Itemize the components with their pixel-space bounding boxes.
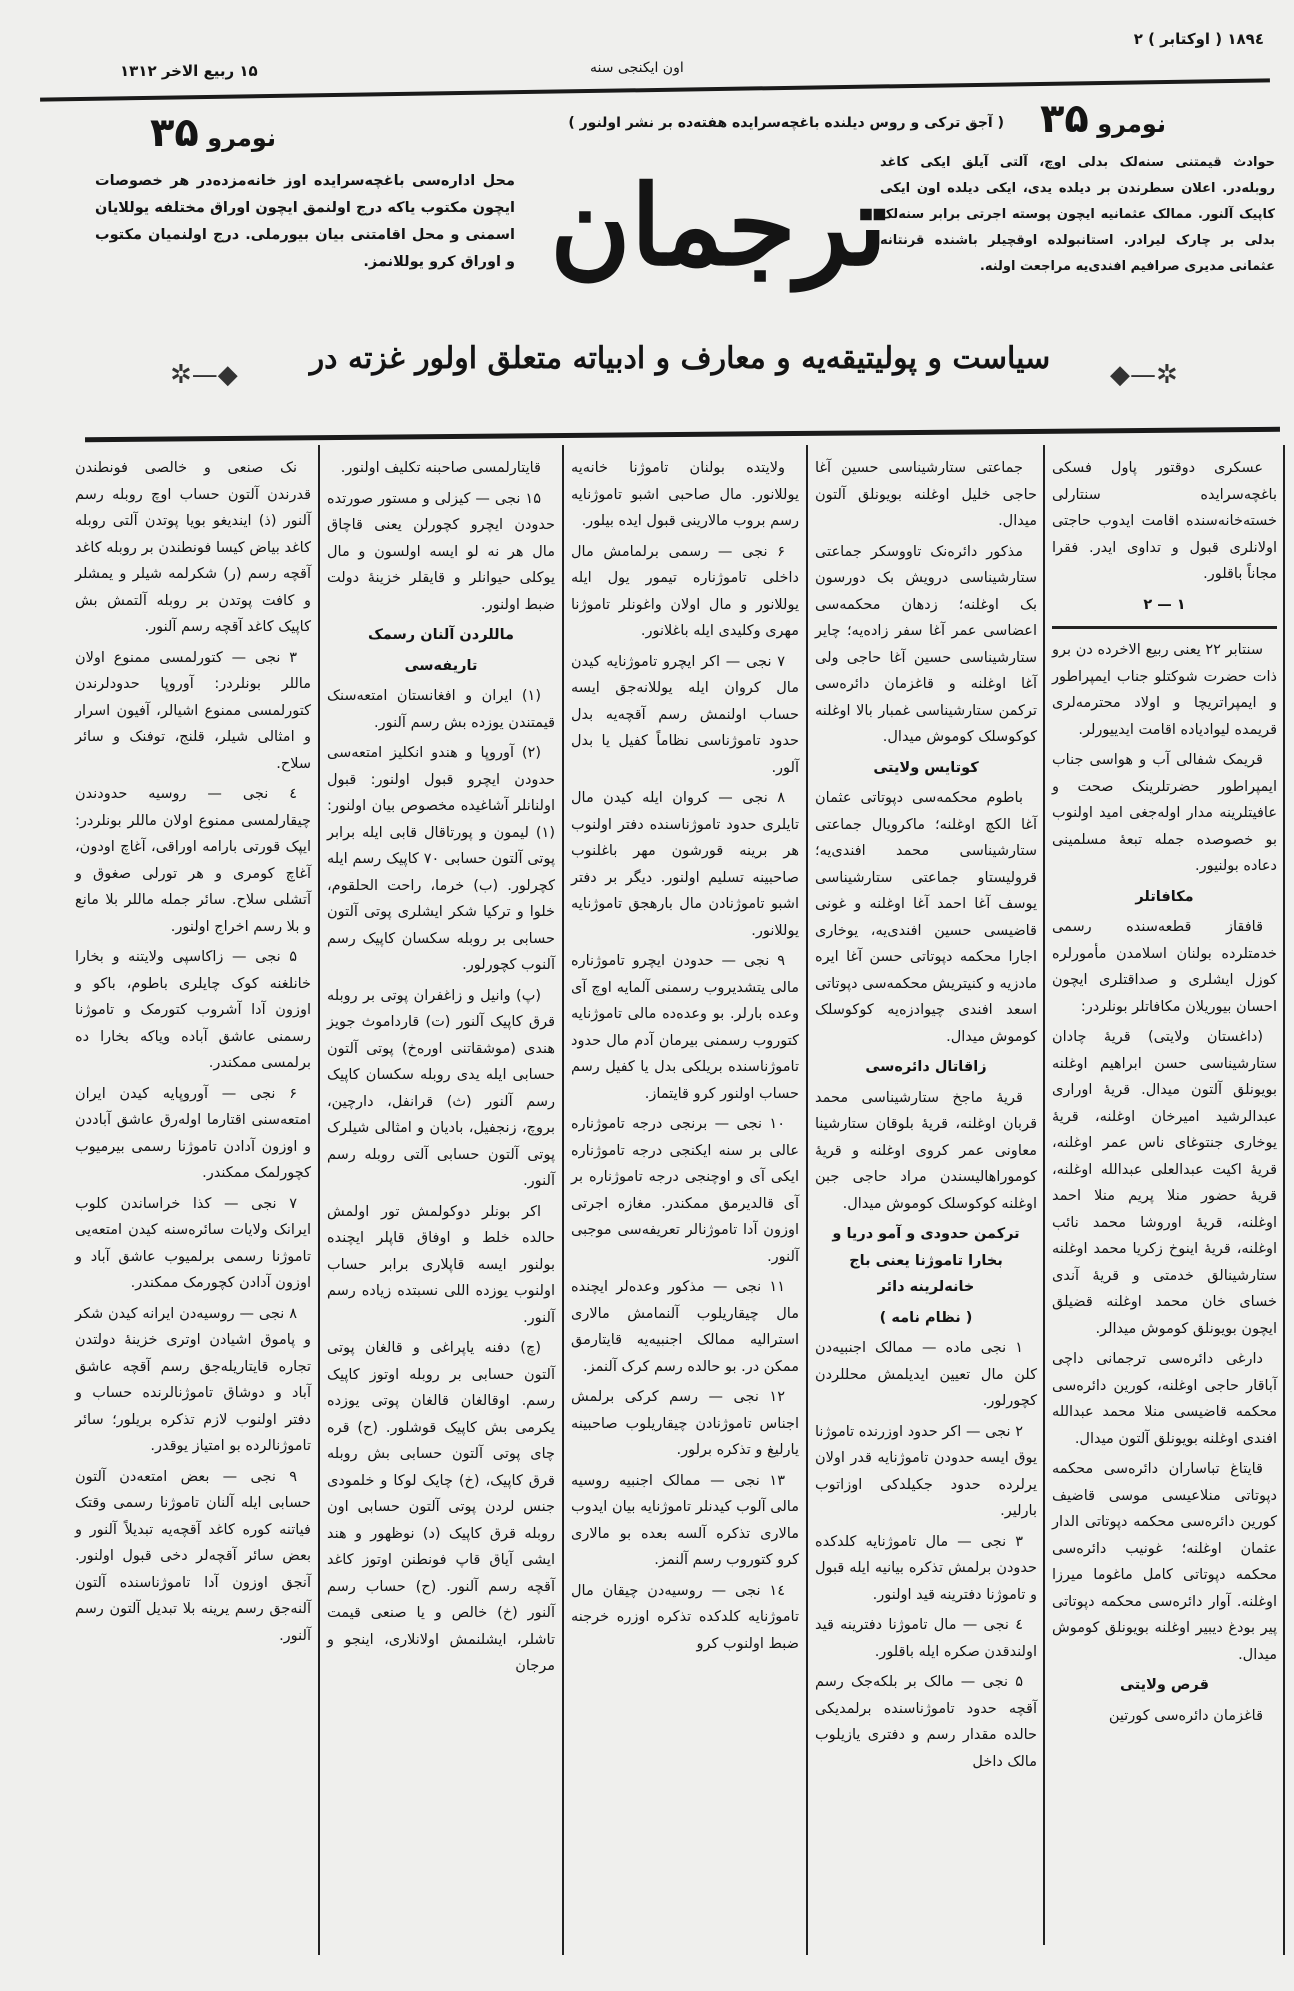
paragraph: قافقاز قطعه‌سنده رسمی خدمتلرده بولنان اسلامدن مأمورلره کوزل ایشلری و صداقتلری ایچون احسان بیوریلان مکافاتلر بونلردر: bbox=[1052, 919, 1277, 1015]
paragraph: (۲) آوروپا و هندو انکلیز امتعه‌سی حدودن ایچرو قبول اولنور: قبول اولنانلر آشاغیده مخصوص بیان اولنور: (۱) لیمون و پورتاقال قابی ایله برابر پوتی آلتون حسابی ۷۰ کاپیک رسم ایله کچرلور. (ب) خرما، راحت الحلقوم، خلوا و ترکیا شکر ایشلری پوتی آلتون حسابی بر روبله سکسان کاپیک رسم آلنوب کچورلور. bbox=[327, 745, 555, 973]
paragraph: ۱۲ نجی — رسم کرکی برلمش اجناس تاموژنادن چیقاریلوب صاحبینه یارلیغ و تذکره برلور. bbox=[571, 1389, 799, 1458]
paragraph: ۷ نجی — اکر ایچرو تاموژنایه کیدن مال کروان ایله یوللانه‌جق ایسه حساب اولنمش رسم آقچه‌یه بدل حدود تاموژناسی نظاماً کفیل یا بدل آلور. bbox=[571, 653, 799, 776]
paragraph: ۱ نجی ماده — ممالک اجنبیه‌دن کلن مال تعیین ایدیلمش محللردن کچورلور. bbox=[815, 1340, 1037, 1409]
paragraph: ولایتده بولنان تاموژنا خانه‌یه یوللانور. مال صاحبی اشبو تاموژنایه رسم بروب مالارینی قبول ایده بیلور. bbox=[571, 460, 799, 529]
paragraph: ۱ — ۲ bbox=[1143, 596, 1186, 613]
column-divider bbox=[562, 445, 564, 1955]
section-heading: تاریفه‌سی bbox=[404, 657, 478, 674]
hijri-date: ۱۵ ربیع الاخر ۱۳۱۲ bbox=[120, 62, 258, 80]
issue-label: نومرو bbox=[207, 124, 276, 152]
paragraph: سنتابر ۲۲ یعنی ربیع الاخرده دن برو ذات حضرت شوکتلو جناب ایمپراطور و ایمپراتریچا و اولاد محترمه‌لری قریمده لیوادیاده اقامت ایدییورلر. bbox=[1052, 642, 1277, 738]
column-4 bbox=[327, 455, 555, 1684]
paragraph: (۱) ایران و افغانستان امتعه‌سنک قیمتندن یوزده بش رسم آلنور. bbox=[327, 688, 555, 731]
gregorian-date: ۱۸۹٤ ( اوکتابر ) ۲ bbox=[1133, 30, 1264, 48]
paragraph: ۱۵ نجی — کیزلی و مستور صورتده حدودن ایچرو کچورلن یعنی قاچاق مال هر نه لو ایسه اولسون و مال یوکلی حیوانلر و قایقلر خزینهٔ دولت ضبط اولنور. bbox=[327, 490, 555, 613]
tagline: ( آجق ترکی و روس دیلنده باغچه‌سرایده هفته‌ده بر نشر اولنور ) bbox=[568, 115, 1004, 131]
paragraph: قریمک شفالی آب و هواسی جناب ایمپراطور حضرتلرینک صحت و عافیتلرینه مدار اوله‌جغی امید اولنوب بو خصوصده جمله تبعهٔ مسلمینی دعاده بولنیور. bbox=[1052, 752, 1277, 874]
subscription-notice: حوادث قیمتنی سنه‌لک بدلی اوچ، آلتی آیلق ایکی کاغد روبله‌در. اعلان سطرندن بر دیلده یدی، ایکی دیلده اون ایکی کاپیک آلنور. ممالک عثمانیه ایچون پوسته اجرتی برابر سنه‌لک بدلی بر چارک لیرادر. استانبولده اوقچیلر باشنده قرنتانه عثمانی مدیری صرافیم افندی‌یه مراجعت اولنه. bbox=[880, 155, 1275, 274]
paragraph: باطوم محکمه‌سی دپوتاتی عثمان آغا الکچ اوغلنه؛ ماکرویال جماعتی ستارشیناسی محمد افندی‌یه؛ قرولیستاو جماعتی ستارشیناسی یوسف آغا احمد آغا اوغلنه و غونی قاضیسی حسین افندی‌یه، یوخاری اجارا محکمه دپوتاتی حسن آغا ایره مادزیه و کنیتریش محکمه‌سی دپوتاتی اسعد افندی چیوادزه‌یه کوکوسلک کوموش میدال. bbox=[815, 790, 1037, 1045]
paragraph: ٤ نجی — مال تاموژنا دفترینه قید اولندقدن صکره ایله باقلور. bbox=[815, 1617, 1037, 1660]
paragraph: عسکری دوقتور پاول فسکی باغچه‌سرایده سنتارلی خسته‌خانه‌سنده اقامت ایدوب حاجتی اولانلری قبول و تداوی ایدر. فقرا مجاناً باقلور. bbox=[1052, 460, 1277, 582]
section-rule bbox=[1052, 626, 1277, 629]
paragraph: ۵ نجی — مالک بر بلکه‌جک رسم آقچه حدود تاموژناسنده برلمدیکی حالده مقدار رسم و دفتری یازیلوب مالک داخل bbox=[815, 1674, 1037, 1770]
paragraph: ۱۳ نجی — ممالک اجنبیه روسیه مالی آلوب کیدنلر تاموژنایه بیان ایدوب مالاری تذکره آلسه بعده بو مالاری کرو کتوروب رسم آلنمز. bbox=[571, 1472, 799, 1568]
paragraph: اکر بونلر دوکولمش تور اولمش حالده خلط و اوفاق قاپلر ایچنده بولنور ایسه قاپلاری برابر حساب اولنوب یوزده اللی نسبتده زیاده رسم آلنور. bbox=[327, 1203, 555, 1326]
section-heading: قرص ولایتی bbox=[1120, 1677, 1209, 1693]
paragraph: (داغستان ولایتی) قریهٔ چادان ستارشیناسی حسن ابراهیم اوغلنه بویونلق آلتون میدال. قریهٔ اوراری عبدالرشید امیرخان اوغلنه، قریهٔ یوخاری جنتوغای ناس عمر اوغلنه، قریهٔ اکیت عبدالعلی عبدالله اوغلنه، قریهٔ حضور منلا پریم منلا احمد اوغلنه، قریهٔ اوروشا محمد نائب اوغلنه، قریهٔ اینوخ زکریا محمد اوغلنه ستارشینالق خدمتی و قریهٔ آندی خسای خان محمد اوغلنه قضیلق ایچون بویونلق کوموش میدالر. bbox=[1052, 1029, 1277, 1337]
paragraph: ۶ نجی — آوروپایه کیدن ایران امتعه‌سنی اقتارما اولەرق عاشق آباددن و اوزون آدادن تاموژنا رسمی بیرمیوب کچورلمک ممکندر. bbox=[75, 1085, 311, 1181]
ornament-icon: ✲—◆ bbox=[170, 360, 238, 390]
section-heading: زاقاتال دائره‌سی bbox=[865, 1059, 987, 1075]
section-heading: ترکمن حدودی و آمو دریا و بخارا تاموژنا یعنی باج خانه‌لرینه دائر bbox=[832, 1226, 1020, 1295]
section-heading: ماللردن آلنان رسمک bbox=[367, 627, 515, 643]
paragraph: ۵ نجی — زاکاسپی ولایتنه و بخارا خانلغنه کوک چایلری باطوم، باکو و اوزون آدا آشروب کتورمک و تاموژنا رسمنی عاشق آباده ویاکه بخارا ده برلمسی ممکندر. bbox=[75, 949, 311, 1071]
section-heading: مکافاتلر bbox=[1135, 888, 1194, 905]
header-rule bbox=[85, 427, 1280, 442]
paragraph: ۹ نجی — بعض امتعه‌دن آلتون حسابی ایله آلنان تاموژنا رسمی وقتک فیاتنه کوره کاغد آقچه‌یه تبدیلاً آلنور و بعض سائر آقچه‌لر دخی قبول اولنور. آنجق اوزون آدا تاموژناسنده آلتون آلنه‌جق رسم یرینه بلا تبدیل آلتون رسم آلنور. bbox=[75, 1468, 311, 1644]
column-divider bbox=[1043, 445, 1045, 1945]
paragraph: ۱۰ نجی — برنجی درجه تاموژناره عالی بر سنه ایکنجی درجه تاموژناره ایکی آی و اوچنجی درجه تاموژناره بر آی قالدیرمق ممکندر. مغازه اجرتی اوزون آدا تاموژنالر تعریفه‌سی موجبی آلنور. bbox=[571, 1116, 799, 1265]
paragraph: ۶ نجی — رسمی برلمامش مال داخلی تاموژناره تیمور یول ایله یوللانور و مال اولان واغونلر تاموژنا مهری وکلیدی ایله باغلانور. bbox=[571, 543, 799, 639]
paragraph: ۳ نجی — مال تاموژنایه کلدکده حدودن برلمش تذکره بیانیه ایله قبول و تاموژنا دفترینه قید اولنور. bbox=[815, 1533, 1037, 1603]
column-1 bbox=[1052, 455, 1277, 1733]
paragraph: ۹ نجی — حدودن ایچرو تاموژناره مالی یتشدیروب رسمنی آلمایه اوچ آی وعده بارلر. بو وعده‌ده مالی تاموژنایه کتوروب رسمنی بیرمان آدم مال حدود تاموژناسنده بریلکی بدل یا کفیل رسم حساب اولنور کرو قایتماز. bbox=[571, 953, 799, 1102]
paragraph: قایتارلمسی صاحبنه تکلیف اولنور. bbox=[340, 460, 541, 476]
column-divider bbox=[806, 445, 808, 1955]
paragraph: قایتاغ تباساران دائره‌سی محکمه دپوتاتی منلاعیسی موسی قاضیف کورین دائره‌سی محکمه دپوتاتی الدار عثمان اوغلنه؛ غونیب دائره‌سی محکمه دپوتاتی کامل ماغوما میرزا اوغلنه. آوار دائره‌سی محکمه دپوتاتی پیر بودغ دیبیر اوغلنه بویونلق کوموش میدال. bbox=[1052, 1461, 1277, 1663]
newspaper-title: ترجمان bbox=[550, 161, 888, 290]
editorial-notice: محل اداره‌سی باغچه‌سرایده اوز خانه‌مزده‌در هر خصوصات ایچون مکتوب یاکه درج اولنمق ایچون اوراق مختلفه یوللایان اسمنی و محل اقامتنی بیان بیورملی. درج اولنمیان مکتوب و اوراق کرو یوللانمز. bbox=[95, 173, 515, 270]
section-heading: کوتایس ولایتی bbox=[873, 759, 979, 776]
paragraph: دارغی دائره‌سی ترجمانی داچی آباقار حاجی اوغلنه، کورین دائره‌سی محکمه قاضیسی منلا محمد عبدالله افندی اوغلنه بویونلق آلتون میدال. bbox=[1052, 1351, 1277, 1447]
column-2 bbox=[815, 455, 1037, 1779]
column-5 bbox=[75, 455, 311, 1653]
column-divider bbox=[1283, 445, 1285, 1955]
ornament-icon: ◆—✲ bbox=[1110, 360, 1178, 390]
paragraph: ۱۱ نجی — مذکور وعده‌لر ایچنده مال چیقاریلوب آلنمامش مالاری استرالیه ممالک اجنبیه‌یه قایتارمق ممکن در. بو حالده رسم کرک آلنمز. bbox=[571, 1279, 799, 1375]
paragraph: (چ) دفنه یاپراغی و قالغان پوتی آلتون حسابی بر روبله اوتوز کاپیک رسم. اوقالغان قالغان پوتی یوزده یکرمی بش کاپیک قوشلور. (ح) قره چای پوتی آلتون حسابی بش روبله قرق کاپیک، (خ) چایک لوکا و خلمودی جنس لردن پوتی آلتون حسابی اون روبله قرق کاپیک (د) نوظهور و هند ایشی آیاق قاپ فونطنن اوتوز کاغد آقچه رسم آلنور. (ح) حساب رسم آلنور (خ) خالص و یا صنعی قیمت تاشلر، ایشلنمش اولانلاری، اینجو و مرجان bbox=[327, 1340, 555, 1674]
column-divider bbox=[318, 445, 320, 1955]
paragraph: ٤ نجی — روسیه حدودندن چیقارلمسی ممنوع اولان ماللر بونلردر: ایپک قورتی بارامه اوراقی، آغاچ اودون، آغاچ کومری و هر تورلی صغوق و آتشلی سلاح. سائر جمله ماللر بلا مانع و بلا رسم اخراج اولنور. bbox=[75, 786, 311, 935]
paragraph: ۱٤ نجی — روسیه‌دن چیقان مال تاموژنایه کلدکده تذکره اوزره خرجنه ضبط اولنوب کرو bbox=[571, 1582, 799, 1652]
paragraph: ۸ نجی — کروان ایله کیدن مال تایلری حدود تاموژناسنده دفتر اولنوب هر برینه قورشون مهر باغلنوب صاحبینه تسلیم اولنور. دیگر بر دفتر اشبو تاموژنادن مال بارهجق تاموژنایه یوللانور. bbox=[571, 790, 799, 939]
issue-label: نومرو bbox=[1097, 110, 1166, 138]
paragraph: (پ) وانیل و زاغفران پوتی بر روبله قرق کاپیک آلنور (ت) قارداموث جویز هندی (موشقاتنی اوره‌خ) پوتی آلتون حسابی ایله یدی روبله سکسان کاپیک رسم آلنور (ث) قرانفل، دارچین، بروچ، زنجفیل، بادیان و امثالی شیلرک پوتی آلتون حسابی آلتی روبله رسم آلنور. bbox=[327, 987, 555, 1189]
paragraph: قریهٔ ماجخ ستارشیناسی محمد قربان اوغلنه، قریهٔ بلوقان ستارشینا معاونی عمر کروی اوغلنه و قریهٔ کوموراهالیسندن مراد حاجی جبن اوغلنه کوکوسلک کوموش میدال. bbox=[815, 1089, 1037, 1212]
paragraph: ۸ نجی — روسیه‌دن ایرانه کیدن شکر و پاموق اشیادن اوتری خزینهٔ دولتدن تجاره قایتاریله‌جق رسم آقچه عاشق آباد و دوشاق تاموژنالرنده حساب و دفتر اولنوب لازم تذکره بریلور؛ سائر تاموژنالرده بو امتیاز یوقدر. bbox=[75, 1305, 311, 1454]
newspaper-subtitle: سیاست و پولیتیقه‌یه و معارف و ادبیاته متعلق اولور غزته در bbox=[309, 341, 1051, 376]
issue-number-right bbox=[1040, 96, 1166, 142]
paragraph: ۷ نجی — کذا خراساندن کلوب ایرانک ولایات سائره‌سنه کیدن امتعه‌یی تاموژنا رسمی برلمیوب عاشق آباد و اوزون آدادن کچورمک ممکندر. bbox=[75, 1195, 311, 1291]
column-3 bbox=[571, 455, 799, 1661]
issue-number-left bbox=[150, 110, 276, 156]
paragraph: مذکور دائره‌نک تاووسکر جماعتی ستارشیناسی درویش بک دورسون بک اوغلنه؛ زدهان محکمه‌سی اعضاسی عمر آغا سفر زاده‌یه؛ چایر ستارشیناسی حسین آغا حاجی ولی آغا اوغلنه و قاغزمان دائره‌سی ترکمن ستارشیناسی غمبار بالا اوغلنه کوکوسلک کوموش میدال. bbox=[815, 543, 1037, 745]
section-heading: ( نظام نامه ) bbox=[879, 1309, 973, 1326]
paragraph: نک صنعی و خالصی فونطندن قدرندن آلتون حساب اوچ روبله رسم آلنور (ذ) ایندیغو بویا پوتدن آلتی روبله کاغد بیاض کیسا فونطندن بر روبله کاغد آقچه رسم (ر) شکرلمه شیلر و یمشلر و کافت پوتدن بر روبله آلتمش بش کاپیک کاغد آقچه رسم آلنور. bbox=[75, 460, 311, 635]
year-label: اون ایکنجی سنه bbox=[590, 60, 684, 76]
paragraph: ۳ نجی — کتورلمسی ممنوع اولان ماللر بونلردر: آوروپا حدودلرندن کتورلمسی ممنوع اشیالر، آفیون اسرار و امثالی شیلر، قلنج، توفنک و سائر سلاح. bbox=[75, 649, 311, 772]
issue-number: ۳۵ bbox=[1040, 96, 1089, 142]
paragraph: ۲ نجی — اکر حدود اوزرنده تاموژنا یوق ایسه حدودن تاموژنایه قدر اولان یرلرده حدود جکیلدکی اوزاتوب بارلیر. bbox=[815, 1423, 1037, 1519]
paragraph: قاغزمان دائره‌سی کورتین bbox=[1108, 1707, 1263, 1724]
issue-number: ۳۵ bbox=[150, 110, 199, 156]
paragraph: جماعتی ستارشیناسی حسین آغا حاجی خلیل اوغلنه بویونلق آلتون میدال. bbox=[815, 460, 1037, 529]
